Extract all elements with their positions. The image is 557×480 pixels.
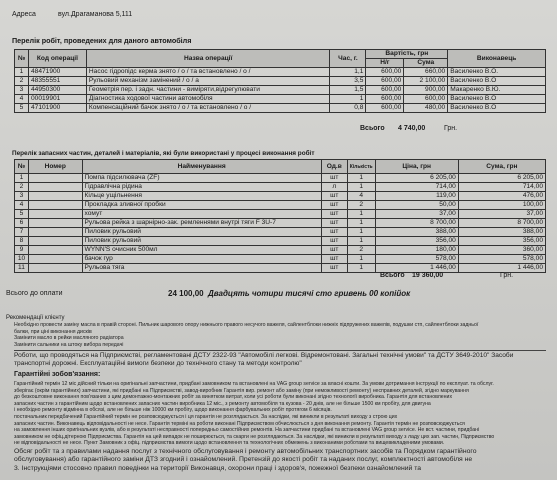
parts-col-qty: Кількість [347,160,375,174]
row-sum: 100,00 [458,201,545,210]
row-price: 578,00 [375,255,458,264]
row-name: хомут [82,210,321,219]
note-line: Замінити масло в рейки масляного радіатора [14,335,124,342]
row-unit: шт [321,192,347,201]
parts-table [14,159,546,273]
row-num: 5 [15,104,29,113]
row-unit: шт [321,174,347,183]
works-title: Перелік робіт, проведених для даного автомобіля [12,36,192,45]
row-sum: 900,00 [404,86,448,95]
row-sum: 1 446,00 [458,264,545,273]
table-row [15,104,546,113]
works-total-value: 4 740,00 [398,125,426,132]
row-num: 6 [15,219,29,228]
row-num: 2 [15,77,29,86]
row-name: Рульова тяга [82,264,321,273]
row-price: 50,00 [375,201,458,210]
works-total-currency: Грн. [444,125,458,132]
row-num: 2 [15,183,29,192]
row-qty: 2 [347,246,375,255]
row-qty: 1,5 [330,86,366,95]
row-qty: 2 [347,201,375,210]
row-code [28,246,82,255]
warranty-line: замовником не офіц.дітерною Підприємства. Гарантія на цей випадок не поширюється, та скарги не розглядаються. За наслідки, які виникли в результаті виходу з ладу цих зап. частин, Підприємство [14,433,495,440]
row-num: 8 [15,237,29,246]
row-qty: 3,5 [330,77,366,86]
row-exec: Макаренко В.Ю. [448,86,546,95]
row-unit: шт [321,210,347,219]
works-col-num: № [15,50,29,68]
row-sum: 8 700,00 [458,219,545,228]
row-price: 600,00 [366,77,404,86]
row-sum: 37,00 [458,210,545,219]
works-col-price: Н/г [366,59,404,68]
warranty-line: до безкоштовне виконання пов'язаних з цим демонтажно-монтажних робіт за винятком витрат, коли усі роботи були виконані згідно технології виробника. Гарантія для встановлених [14,394,453,401]
works-table [14,49,546,113]
note-line: балки, при ціні виконання дисків [14,328,92,335]
table-row [15,174,546,183]
note-line: Замінити сальники на штоку вибора передачі [14,341,124,348]
works-col-code: Код операції [28,50,86,68]
parts-total-label: Всього [380,272,405,279]
warranty-line: на замовлення інших оригінальних вузлів, або в результаті несправності попередньо самостійних ремонтів. На запчастини придбані та встановлені VAG group service. Не вст. частини, придбані [14,427,480,434]
table-row [15,255,546,264]
works-col-cost: Вартість, грн [366,50,448,59]
works-col-exec: Виконавець [448,50,546,68]
row-name: Пиловик рульовий [82,228,321,237]
parts-title: Перелік запасних частин, деталей і матеріалів, які були використані у процесі виконання робіт [12,150,315,157]
row-code: 48355551 [28,77,86,86]
standards-text: Роботи, що проводяться на Підприємстві, регламентовані ДСТУ 2322-93 "Автомобілі легкові. Відремонтовані. Загальні технічні умови" та ДСТУ 3649-2010" Засоби транспортні дорожні. Експлуатаційні вимоги безпеки до технічного стану та методи контролю" [14,352,514,367]
row-unit: шт [321,237,347,246]
terms-line: Обсяг робіт та з правилами надання послуг з технічного обслуговування і ремонту автомобільних транспортних засобів та Порядком гарантійного [14,448,477,455]
row-name: Геометрія пер. і задн. частини - виміряти,відрегулювати [86,86,330,95]
row-unit: шт [321,264,347,273]
row-unit: шт [321,219,347,228]
table-row [15,68,546,77]
parts-total-value: 19 360,00 [412,272,444,279]
row-price: 600,00 [366,104,404,113]
row-price: 388,00 [375,228,458,237]
row-num: 3 [15,86,29,95]
row-code [28,237,82,246]
row-price: 714,00 [375,183,458,192]
row-code: 47101900 [28,104,86,113]
table-row [15,86,546,95]
row-name: WYNN'S очисник 500мл [82,246,321,255]
row-unit: л [321,183,347,192]
row-qty: 1 [347,237,375,246]
row-price: 119,00 [375,192,458,201]
table-row [15,228,546,237]
table-row [15,201,546,210]
row-unit: шт [321,246,347,255]
terms-line: 3. Інструкціями стосовно правил поведінки на території Виконавця, охорони праці і здоров'я, пожежної безпеки ознайомлений та [14,464,422,472]
parts-col-name: Найменування [82,160,321,174]
row-qty: 1 [347,174,375,183]
row-code [28,183,82,192]
row-sum: 360,00 [458,246,545,255]
table-row [15,77,546,86]
terms-line: обслуговування) або гарантійного заміни ДТЗ згодний і ознайомлений. Претензій до якості робіт та наданих послуг, комплектності автомобіля не [14,456,473,464]
row-sum: 6 205,00 [458,174,545,183]
notes-text [14,322,546,348]
warranty-line: зберігає (окрім гарантійних) запчастини, які придбані на Підприємстві, завод-виробник Гарантія вир. ремонт або заміну (при неможливості ремонту) несправних деталей, згідно маркування [14,387,469,394]
row-sum: 660,00 [404,68,448,77]
row-price: 600,00 [366,86,404,95]
row-sum: 714,00 [458,183,545,192]
row-num: 7 [15,228,29,237]
row-qty: 1,1 [330,68,366,77]
row-price: 600,00 [366,95,404,104]
parts-col-num: № [15,160,29,174]
row-name: Рульовий механізм замінений / о / а [86,77,330,86]
payment-words: Двадцять чотири тисячі сто гривень 00 копійок [208,289,411,298]
row-sum: 388,00 [458,228,545,237]
row-unit: шт [321,255,347,264]
parts-total-currency: Грн. [500,272,514,279]
row-num: 11 [15,264,29,273]
parts-col-unit: Од.в [321,160,347,174]
row-sum: 476,00 [458,192,545,201]
row-qty: 4 [347,192,375,201]
table-row [15,192,546,201]
row-num: 1 [15,68,29,77]
row-sum: 578,00 [458,255,545,264]
row-unit: шт [321,228,347,237]
row-exec: Василенко В.О. [448,68,546,77]
row-qty: 1 [347,219,375,228]
address-label: Адреса [12,11,36,18]
address-value: вул.Драгаманова 5,111 [58,11,133,18]
warranty-title: Гарантійні зобов'язання: [14,371,101,378]
row-num: 1 [15,174,29,183]
row-sum: 356,00 [458,237,545,246]
row-name: бачок гур [82,255,321,264]
row-name: Пиловик рульовий [82,237,321,246]
row-sum: 480,00 [404,104,448,113]
warranty-line: запасних частин з гарантійним щодо встановлених запасних частин виробника 12 міс., з ремонту автомобіля та кузова - 20 днів, але не більше 1500 км пробігу, для двигуна [14,400,431,407]
row-code [28,255,82,264]
row-code [28,174,82,183]
row-name: Діагностика ходової частини автомобіля [86,95,330,104]
row-price: 600,00 [366,68,404,77]
table-row [15,95,546,104]
warranty-line: постачальник передбачений Гарантійний термін не розповсюджується і ця гарантія не розглядається. За наслідки, які виникли в результаті виходу з строю цих [14,413,398,420]
row-num: 4 [15,201,29,210]
row-qty: 0,8 [330,104,366,113]
row-code [28,192,82,201]
row-unit: шт [321,201,347,210]
parts-col-sum: Сума, грн [458,160,545,174]
row-name: Прокладка зливної пробки [82,201,321,210]
row-exec: Василенко В.О [448,104,546,113]
row-name: Компенсаційний бачок знято / о / та встановлено / о / [86,104,330,113]
warranty-text [14,381,546,447]
row-price: 356,00 [375,237,458,246]
row-num: 3 [15,192,29,201]
row-num: 9 [15,246,29,255]
row-qty: 1 [347,210,375,219]
works-col-qty: Час, г. [330,50,366,68]
row-num: 4 [15,95,29,104]
row-price: 8 700,00 [375,219,458,228]
row-sum: 2 100,00 [404,77,448,86]
row-name: Гідравлічна рідина [82,183,321,192]
warranty-line: запасних частин. Виконавець відповідальності не несе. Гарантія терміні на роботи виконані Підприємством обчислюється з дня виконання ремонту. Гарантія термін не розповсюджується [14,420,465,427]
row-code [28,210,82,219]
row-code: 48471900 [28,68,86,77]
table-row [15,237,546,246]
table-row [15,183,546,192]
terms-text [14,448,546,473]
works-col-sum: Сума [404,59,448,68]
row-qty: 1 [347,228,375,237]
row-qty: 1 [347,183,375,192]
row-code [28,219,82,228]
row-name: Кільце ущільнення [82,192,321,201]
row-name: Насос гідропідс керма знято / о / та встановлено / о / [86,68,330,77]
works-total-label: Всього [360,125,385,132]
row-price: 37,00 [375,210,458,219]
table-row [15,210,546,219]
row-exec: Василенко В.О [448,77,546,86]
row-code [28,264,82,273]
row-price: 1 446,00 [375,264,458,273]
parts-col-code: Номер [28,160,82,174]
row-name: Рульова рейка з шарнірно-зак. ремленнями внутрі тяги F 3U-7 [82,219,321,228]
warranty-line: і необхідно ремонту відмінна в обсязі, але не більше ніж 10000 км пробігу, щодо виконання фарбувальних робіт протягом 6 місяців. [14,407,332,414]
row-code: 44950300 [28,86,86,95]
warranty-line: не відповідальності не несе. Пункт Замовник з офіц. підприємства вимоги щодо встановлення та технологічних обмежень з виконаними роботами та вищевикладеними умовами. [14,440,445,447]
works-col-name: Назва операції [86,50,330,68]
row-name: Помпа підсилювача (ZF) [82,174,321,183]
parts-col-price: Ціна, грн [375,160,458,174]
divider [14,350,546,351]
payment-label: Всього до оплати [6,290,63,297]
row-code [28,201,82,210]
row-qty: 1 [347,255,375,264]
row-num: 10 [15,255,29,264]
table-row [15,219,546,228]
row-code: 00019901 [28,95,86,104]
row-num: 5 [15,210,29,219]
row-qty: 1 [330,95,366,104]
row-qty: 1 [347,264,375,273]
notes-title: Рекомендації клієнту [6,315,65,321]
payment-amount: 24 100,00 [168,289,204,298]
row-price: 6 205,00 [375,174,458,183]
row-price: 180,00 [375,246,458,255]
note-line: Необхідно провести заміну масла в правій стороні. Пильник шарового опору нижнього правого несучого важеля, сайлентблоки нижніх підпружених важелів, подушки стп, сайлентблоки задньої [14,322,479,328]
table-row [15,264,546,273]
row-sum: 600,00 [404,95,448,104]
table-row [15,246,546,255]
row-exec: Василенко В.О [448,95,546,104]
row-code [28,228,82,237]
warranty-line: Гарантійний термін 12 міс дійсний тільки на оригінальні запчастини, придбані замовником та встановлені на VAG group service за власні кошти. За умови дотримання інструкції по експлуат. та обслуг. [14,381,494,387]
